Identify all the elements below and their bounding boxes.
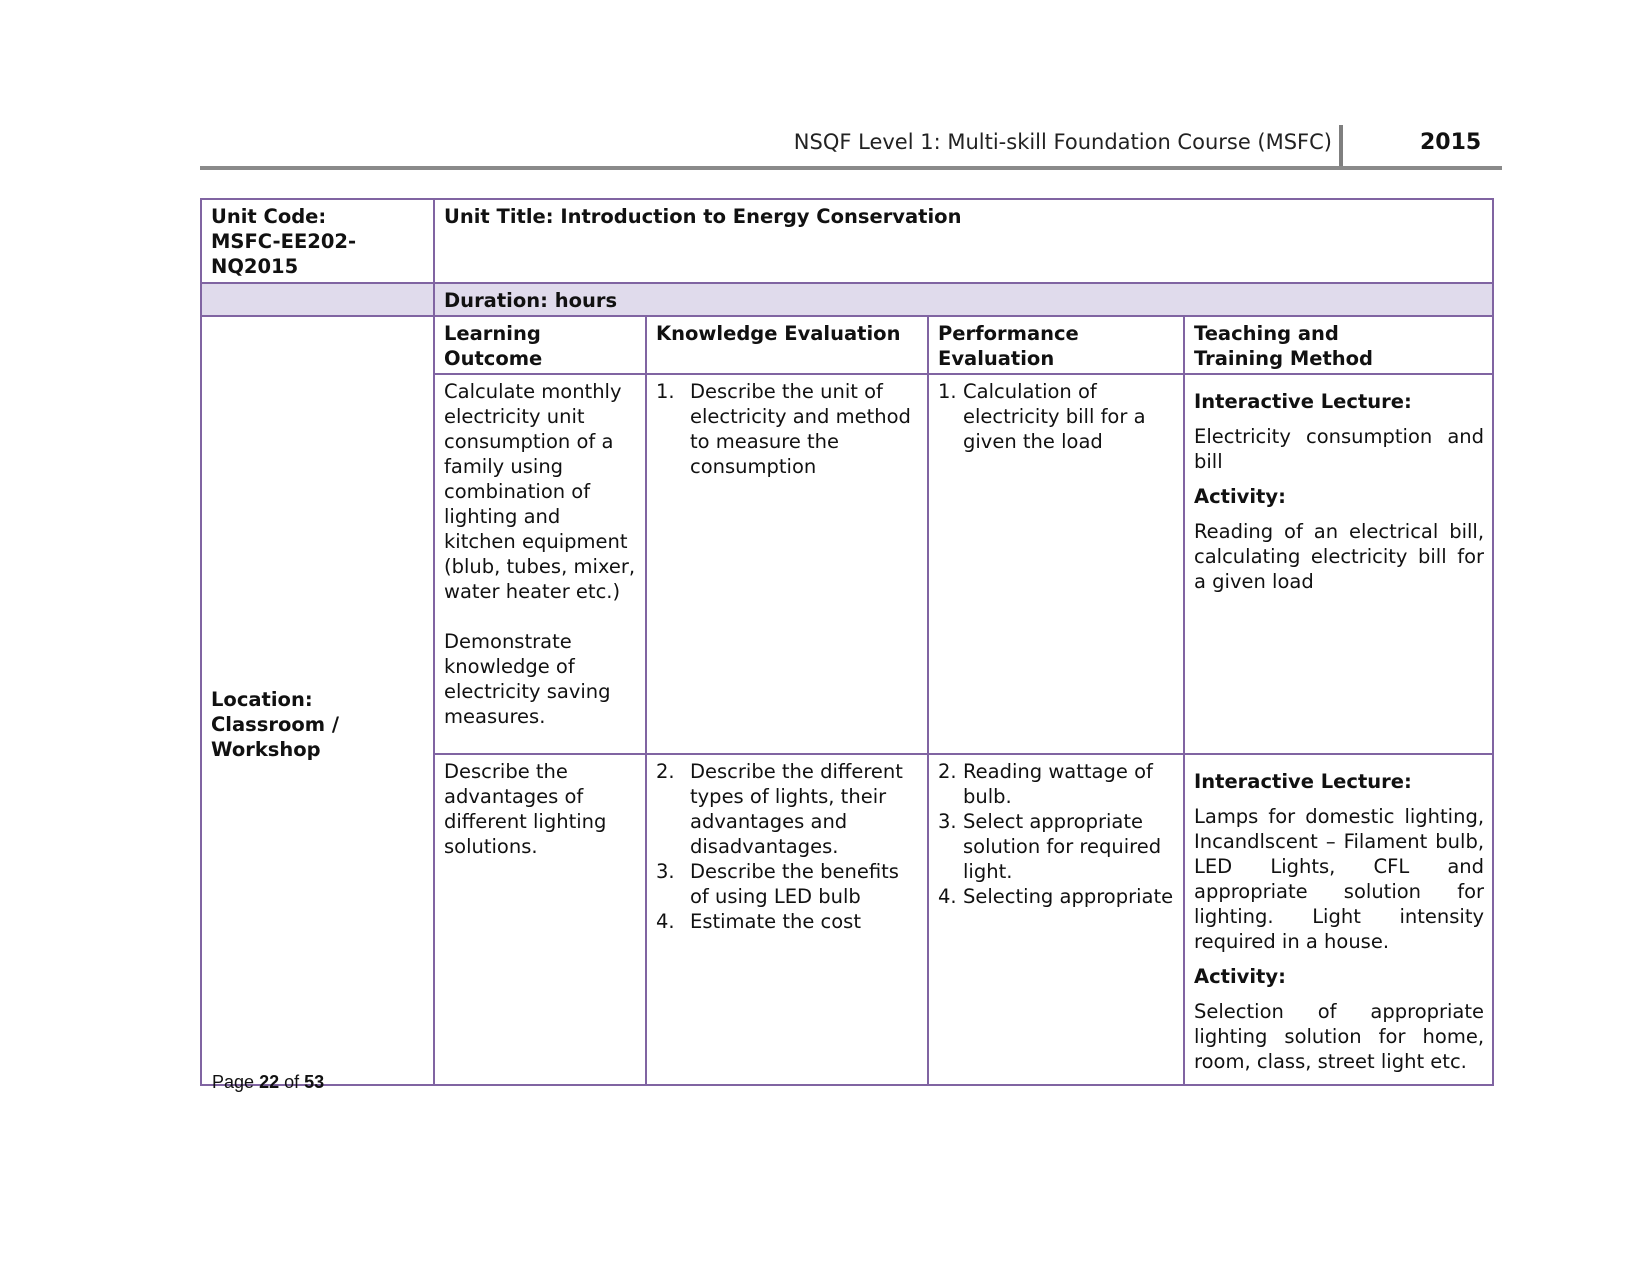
list-text: Describe the benefits of using LED bulb <box>690 860 899 908</box>
performance-list <box>938 759 1175 909</box>
unit-title-cell <box>434 199 1493 283</box>
performance-cell <box>928 754 1184 1085</box>
learning-outcome-text: Describe the advantages of different lighting solutions. <box>444 760 607 858</box>
lecture-heading: Interactive Lecture: <box>1194 390 1412 413</box>
unit-code-line1: MSFC-EE202- <box>211 230 357 253</box>
location-line2: Classroom / <box>211 713 340 736</box>
activity-text: Reading of an electrical bill, calculating electricity bill for a given load <box>1194 520 1485 593</box>
list-item <box>656 759 919 859</box>
col-performance-line2: Evaluation <box>938 347 1055 370</box>
learning-outcome-text: Calculate monthly electricity unit consumption of a family using combination of lighting and kitchen equipment (blub, tubes, mixer, water heater etc.) <box>444 380 636 603</box>
unit-code-cell <box>201 199 434 283</box>
location-label: Location: <box>211 688 313 711</box>
list-text: Estimate the cost <box>690 910 861 933</box>
unit-table <box>200 198 1494 1086</box>
header-separator <box>1339 125 1343 167</box>
learning-outcome-cell <box>434 754 646 1085</box>
list-item <box>938 379 1175 454</box>
list-number: 1. <box>656 380 675 403</box>
activity-text: Selection of appropriate lighting solution for home, room, class, street light etc. <box>1194 1000 1485 1073</box>
column-header-row <box>201 316 1493 374</box>
unit-header-row <box>201 199 1493 283</box>
col-teaching-line1: Teaching and <box>1194 322 1339 345</box>
knowledge-list <box>656 379 919 479</box>
list-text: Select appropriate solution for required light. <box>963 810 1162 883</box>
location-line3: Workshop <box>211 738 321 761</box>
list-text: Describe the different types of lights, their advantages and disadvantages. <box>690 760 903 858</box>
col-knowledge-evaluation: Knowledge Evaluation <box>646 316 928 374</box>
list-item <box>938 884 1175 909</box>
header-rule <box>200 166 1502 170</box>
performance-list <box>938 379 1175 454</box>
unit-title: Unit Title: Introduction to Energy Conservation <box>444 205 962 228</box>
knowledge-cell <box>646 754 928 1085</box>
knowledge-list <box>656 759 919 934</box>
list-number: 2. <box>938 760 957 783</box>
footer-page-number: 22 <box>259 1072 280 1092</box>
activity-heading: Activity: <box>1194 485 1286 508</box>
list-number: 2. <box>656 760 675 783</box>
activity-heading: Activity: <box>1194 965 1286 988</box>
list-item <box>656 859 919 909</box>
list-item <box>656 909 919 934</box>
header-title: NSQF Level 1: Multi-skill Foundation Course (MSFC) <box>793 130 1332 154</box>
duration-empty-cell <box>201 283 434 316</box>
list-item <box>656 379 919 479</box>
footer-page-word: Page <box>212 1072 255 1092</box>
lecture-heading: Interactive Lecture: <box>1194 770 1412 793</box>
lecture-text: Electricity consumption and bill <box>1194 425 1485 473</box>
col-teaching-method <box>1184 316 1493 374</box>
list-text: Reading wattage of bulb. <box>963 760 1153 808</box>
knowledge-cell <box>646 374 928 754</box>
list-number: 3. <box>656 860 675 883</box>
learning-outcome-cell <box>434 374 646 754</box>
duration-text: Duration: hours <box>444 289 618 312</box>
list-text: Selecting appropriate <box>963 885 1174 908</box>
performance-cell <box>928 374 1184 754</box>
unit-code-line2: NQ2015 <box>211 255 299 278</box>
col-teaching-line2: Training Method <box>1194 347 1374 370</box>
footer-of-word: of <box>284 1072 300 1092</box>
list-text: Describe the unit of electricity and method to measure the consumption <box>690 380 911 478</box>
list-number: 1. <box>938 380 957 403</box>
list-number: 4. <box>938 885 957 908</box>
col-performance-evaluation <box>928 316 1184 374</box>
list-item <box>938 759 1175 809</box>
list-item <box>938 809 1175 884</box>
teaching-cell <box>1184 374 1493 754</box>
list-number: 4. <box>656 910 675 933</box>
header-year: 2015 <box>1420 130 1482 155</box>
footer-page-total: 53 <box>304 1072 325 1092</box>
col-learning-outcome: Learning Outcome <box>434 316 646 374</box>
location-cell <box>201 316 434 1085</box>
duration-cell <box>434 283 1493 316</box>
col-performance-line1: Performance <box>938 322 1079 345</box>
duration-row <box>201 283 1493 316</box>
unit-code-label: Unit Code: <box>211 205 327 228</box>
lecture-text: Lamps for domestic lighting, Incandlscent – Filament bulb, LED Lights, CFL and appropriate solution for lighting. Light intensity required in a house. <box>1194 805 1485 953</box>
list-text: Calculation of electricity bill for a given the load <box>963 380 1146 453</box>
list-number: 3. <box>938 810 957 833</box>
page-footer <box>212 1072 324 1093</box>
learning-outcome-text: Demonstrate knowledge of electricity saving measures. <box>444 630 611 728</box>
teaching-cell <box>1184 754 1493 1085</box>
